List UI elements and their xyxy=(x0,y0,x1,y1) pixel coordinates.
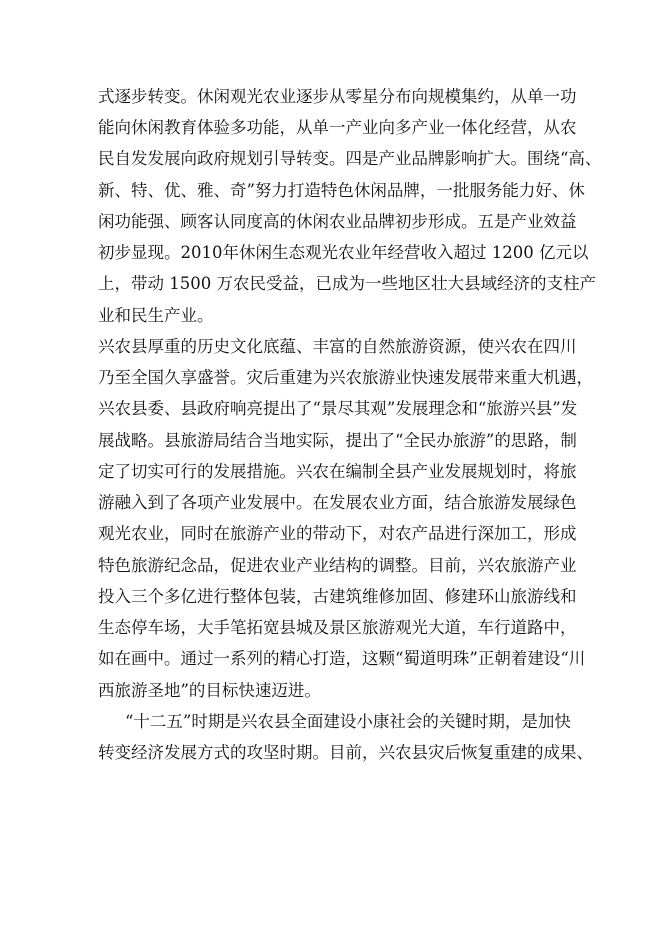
paragraph-line: 观光农业，同时在旅游产业的带动下，对农产品进行深加工，形成 xyxy=(98,524,577,543)
paragraph-line: 展战略。县旅游局结合当地实际，提出了“全民办旅游”的思路，制 xyxy=(98,431,577,450)
paragraph-line: 游融入到了各项产业发展中。在发展农业方面，结合旅游发展绿色 xyxy=(98,493,577,512)
paragraph-line: 初步显现。2010年休闲生态观光农业年经营收入超过 1200 亿元以 xyxy=(98,243,589,262)
paragraph-line: 上，带动 1500 万农民受益，已成为一些地区壮大县域经济的支柱产 xyxy=(98,274,596,293)
paragraph-line: 乃至全国久享盛誉。灾后重建为兴农旅游业快速发展带来重大机遇， xyxy=(98,368,593,387)
paragraph-line: 式逐步转变。休闲观光农业逐步从零星分布向规模集约，从单一功 xyxy=(98,87,577,106)
paragraph-line: 投入三个多亿进行整体包装，古建筑维修加固、修建环山旅游线和 xyxy=(98,587,577,606)
paragraph-line: 新、特、优、雅、奇”努力打造特色休闲品牌，一批服务能力好、休 xyxy=(98,181,585,200)
paragraph-line: 生态停车场，大手笔拓宽县城及景区旅游观光大道，车行道路中， xyxy=(98,618,577,637)
paragraph-line: 特色旅游纪念品，促进农业产业结构的调整。目前，兴农旅游产业 xyxy=(98,556,577,575)
paragraph-line: 转变经济发展方式的攻坚时期。目前，兴农县灾后恢复重建的成果、 xyxy=(98,743,593,762)
paragraph-line: “十二五”时期是兴农县全面建设小康社会的关键时期，是加快 xyxy=(125,712,571,731)
paragraph-line: 民自发发展向政府规划引导转变。四是产业品牌影响扩大。围绕“高、 xyxy=(98,149,602,168)
paragraph-line: 西旅游圣地”的目标快速迈进。 xyxy=(98,681,321,700)
paragraph-line: 如在画中。通过一系列的精心打造，这颗“蜀道明珠”正朝着建设“川 xyxy=(98,649,586,668)
paragraph-line: 兴农县厚重的历史文化底蕴、丰富的自然旅游资源，使兴农在四川 xyxy=(98,337,577,356)
paragraph-line: 能向休闲教育体验多功能，从单一产业向多产业一体化经营，从农 xyxy=(98,118,577,137)
paragraph-line: 定了切实可行的发展措施。兴农在编制全县产业发展规划时，将旅 xyxy=(98,462,577,481)
paragraph-line: 兴农县委、县政府响亮提出了“景尽其观”发展理念和“旅游兴县”发 xyxy=(98,399,578,418)
paragraph-line: 业和民生产业。 xyxy=(98,306,214,325)
paragraph-line: 闲功能强、顾客认同度高的休闲农业品牌初步形成。五是产业效益 xyxy=(98,212,577,231)
